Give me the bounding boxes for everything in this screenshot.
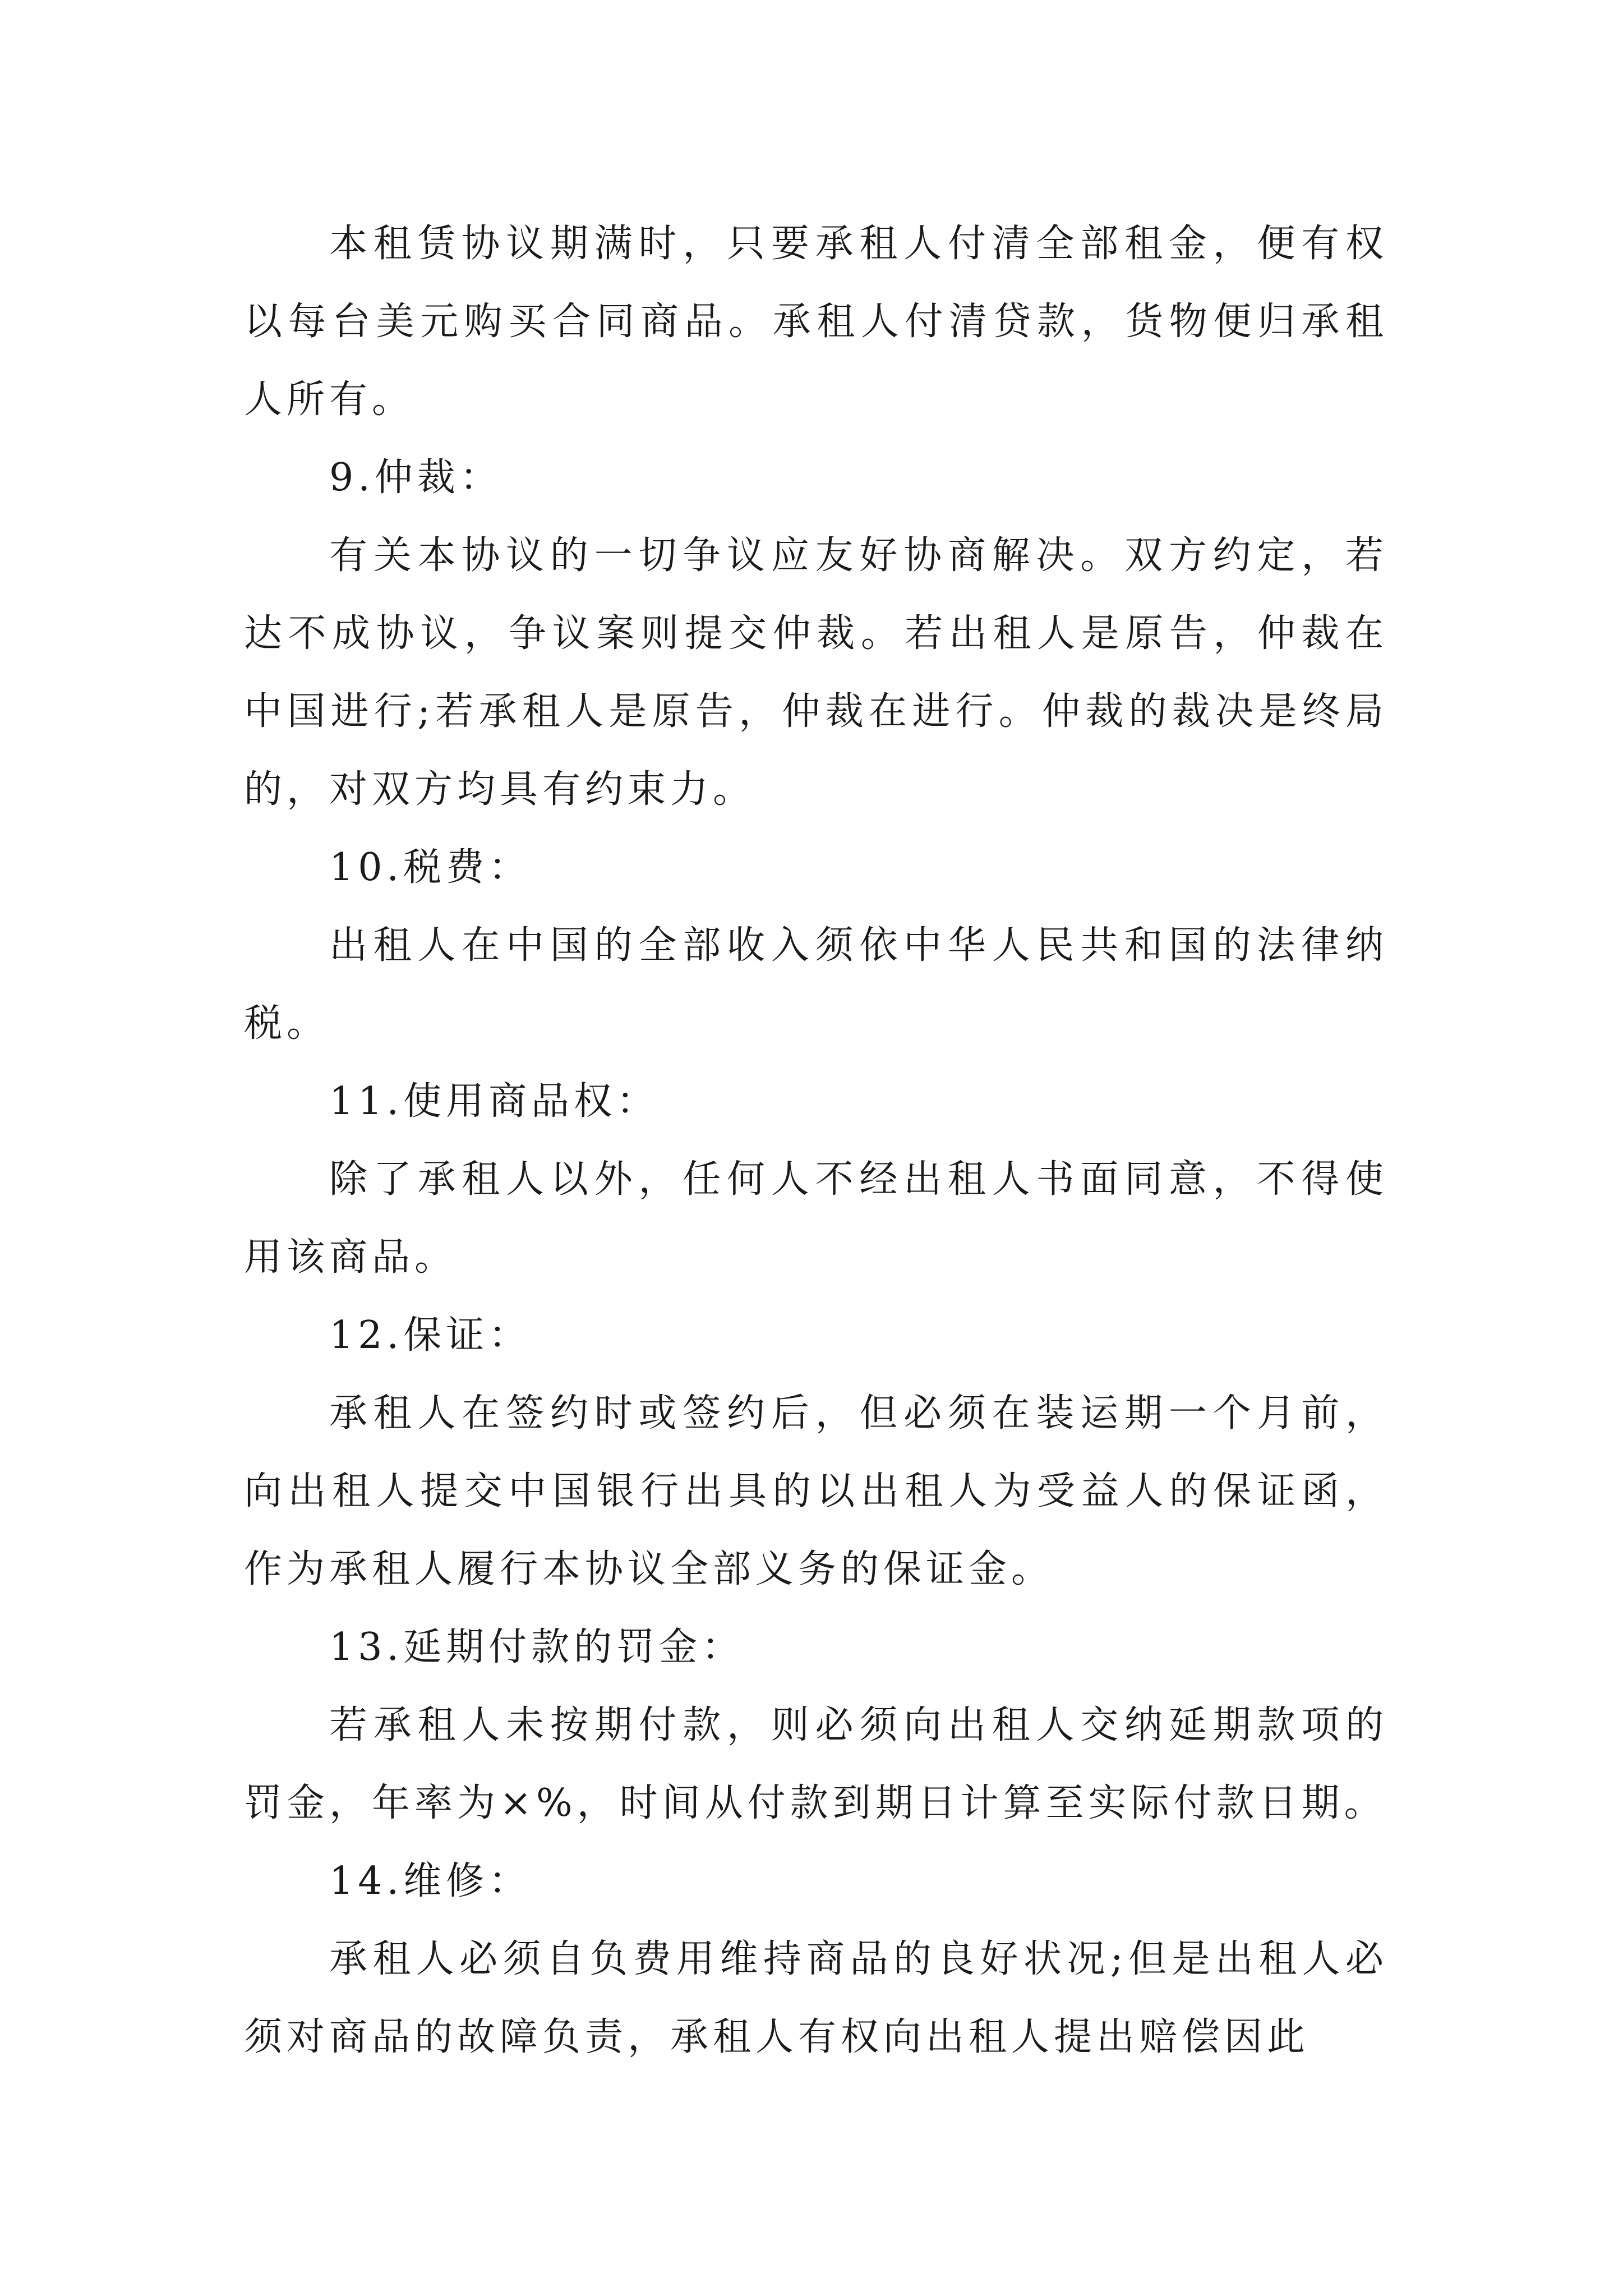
- paragraph-purchase-option: 本租赁协议期满时，只要承租人付清全部租金，便有权以每台美元购买合同商品。承租人付清贷款，货物便归承租人所有。: [244, 222, 1388, 422]
- paragraph-late-penalty: 若承租人未按期付款，则必须向出租人交纳延期款项的罚金，年率为×%，时间从付款到期日计算至实际付款日期。: [244, 1703, 1388, 1825]
- section-heading-guarantee: 12.保证：: [329, 1313, 532, 1358]
- paragraph-arbitration: 有关本协议的一切争议应友好协商解决。双方约定，若达不成协议，争议案则提交仲裁。若出租人是原告，仲裁在中国进行;若承租人是原告，仲裁在进行。仲裁的裁决是终局的，对双方均具有约束力。: [244, 533, 1388, 812]
- paragraph-guarantee: 承租人在签约时或签约后，但必须在装运期一个月前，向出租人提交中国银行出具的以出租人为受益人的保证函，作为承租人履行本协议全部义务的保证金。: [244, 1391, 1388, 1591]
- paragraph-usage-right: 除了承租人以外，任何人不经出租人书面同意，不得使用该商品。: [244, 1157, 1388, 1280]
- paragraph-maintenance: 承租人必须自负费用维持商品的良好状况;但是出租人必须对商品的故障负责，承租人有权向出租人提出赔偿因此: [244, 1937, 1388, 2059]
- section-heading-maintenance: 14.维修：: [329, 1859, 532, 1903]
- section-heading-arbitration: 9.仲裁：: [329, 455, 502, 500]
- paragraph-taxes: 出租人在中国的全部收入须依中华人民共和国的法律纳税。: [244, 923, 1388, 1046]
- section-heading-late-penalty: 13.延期付款的罚金：: [329, 1625, 745, 1669]
- section-heading-taxes: 10.税费：: [329, 845, 532, 890]
- document-body: [244, 205, 1388, 2076]
- section-heading-usage-right: 11.使用商品权：: [329, 1079, 660, 1124]
